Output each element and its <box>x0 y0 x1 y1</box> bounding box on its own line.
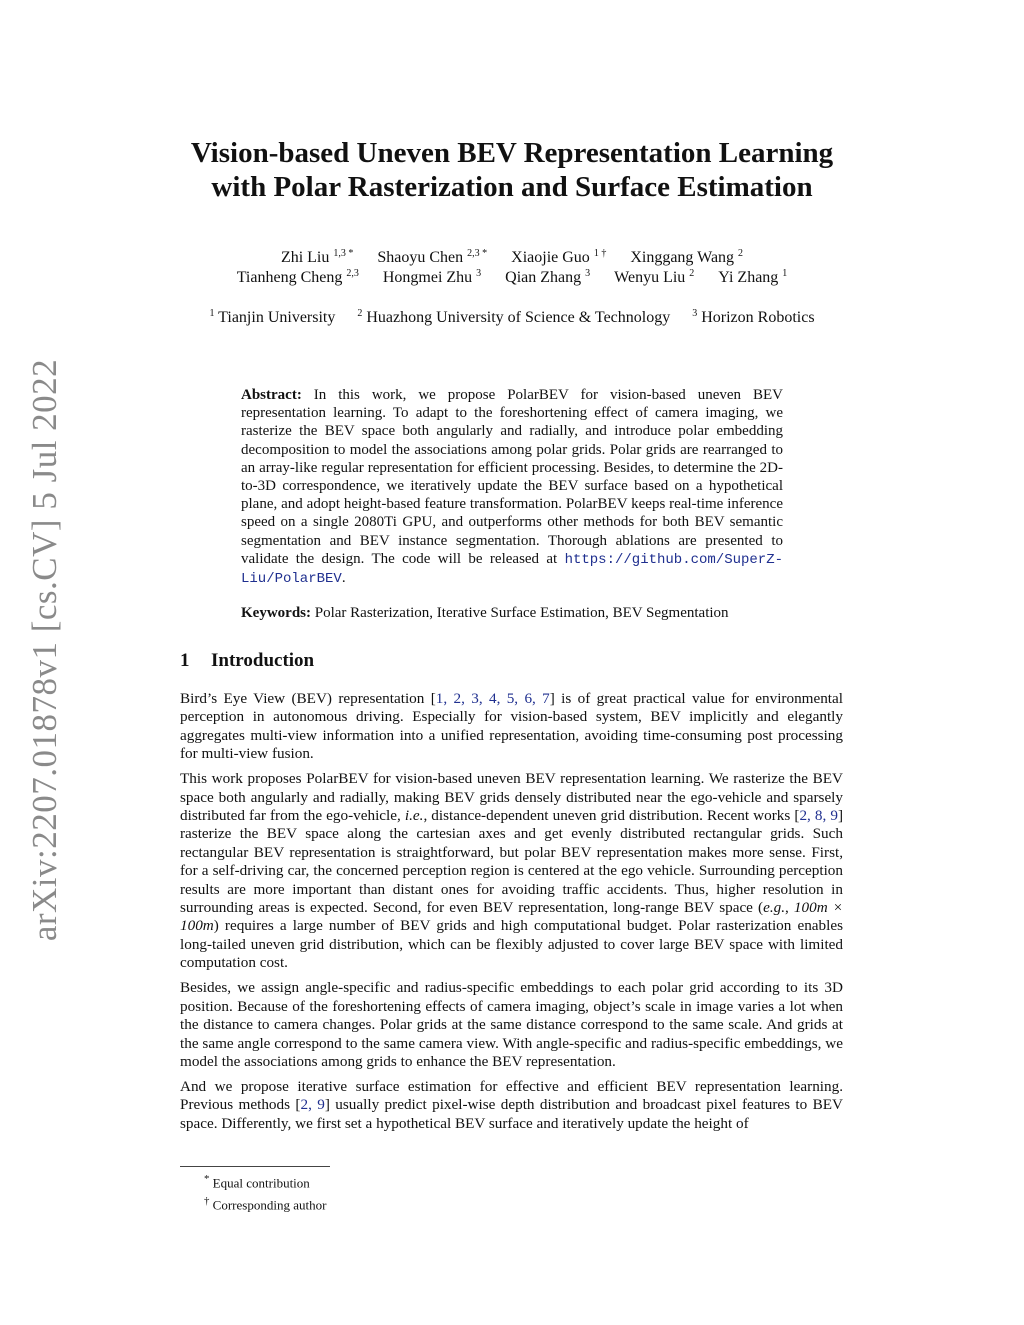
author: Shaoyu Chen $^{2,3 *}$ <box>377 248 488 266</box>
author-list <box>150 248 874 288</box>
author: Yi Zhang $^1$ <box>718 268 788 286</box>
author-line-2 <box>150 268 874 288</box>
section-number: 1 <box>180 650 190 671</box>
paper-title <box>150 136 874 204</box>
footnote-divider <box>180 1166 330 1167</box>
author: Hongmei Zhu $^3$ <box>382 268 482 286</box>
introduction-body <box>180 690 843 1140</box>
author: Zhi Liu $^{1,3 *}$ <box>280 248 354 266</box>
author: Qian Zhang $^3$ <box>505 268 591 286</box>
keywords-text: Polar Rasterization, Iterative Surface Estimation, BEV Segmentation <box>314 605 729 621</box>
footnote: † Corresponding author <box>204 1195 327 1213</box>
section-title: Introduction <box>211 650 315 671</box>
abstract-text: In this work, we propose PolarBEV for vision-based uneven BEV representation learning. To adapt to the foreshortening effect of camera imaging, we rasterize the BEV space both angularly and radially, and introduce polar embedding decomposition to model the associations among polar grids. Polar grids are rearranged to an array-like regular representation for efficient processing. Besides, to determine the 2D-to-3D correspondence, we iteratively update the BEV surface based on a hypothetical plane, and adopt height-based feature transformation. PolarBEV keeps real-time inference speed on a single 2080Ti GPU, and outperforms other methods for both BEV semantic segmentation and BEV instance segmentation. Thorough ablations are presented to validate the design. The code will be released at <box>241 387 784 567</box>
author-line-1 <box>150 248 874 268</box>
code-repository-link[interactable]: https://github.com/SuperZ-Liu/PolarBEV <box>241 551 784 588</box>
affiliation: $^1$ Tianjin University <box>209 308 336 326</box>
author: Tianheng Cheng $^{2,3}$ <box>236 268 359 286</box>
math-expression: 100m × 100m <box>180 899 843 935</box>
abstract: Abstract: In this work, we propose PolarBEV for vision-based uneven BEV representation learning. To adapt to the foreshortening effect of camera imaging, we rasterize the BEV space both angularly and radially, and introduce polar embedding decomposition to model the associations among polar grids. Polar grids are rearranged to an array-like regular representation for efficient processing. Besides, to determine the 2D-to-3D correspondence, we iteratively update the BEV surface based on a hypothetical plane, and adopt height-based feature transformation. PolarBEV keeps real-time inference speed on a single 2080Ti GPU, and outperforms other methods for both BEV semantic segmentation and BEV instance segmentation. Thorough ablations are presented to validate the design. The code will be released at https://github.com/SuperZ-Liu/PolarBEV. <box>241 387 784 588</box>
affiliation-list <box>150 308 874 328</box>
paragraph: This work proposes PolarBEV for vision-based uneven BEV representation learning. We rasterize the BEV space both angularly and radially, making BEV grids densely distributed near the ego-vehicle and sparsely distributed far from the ego-vehicle, i.e., distance-dependent uneven grid distribution. Recent works [2, 8, 9] rasterize the BEV space along the cartesian axes and get evenly distributed rectangular grids. Such rectangular BEV representation is straightforward, but polar BEV representation makes more sense. First, for a self-driving car, the concerned perception region is centered at the ego vehicle. Surrounding perception results are more important than distant ones for avoiding traffic accidents. Thus, higher resolution in surrounding areas is expected. Second, for even BEV representation, long-range BEV space (e.g., 100m × 100m) requires a large number of BEV grids and high computational budget. Polar rasterization enables long-tailed uneven grid distribution, which can be flexibly adjusted to cover large BEV space with limited computation cost. <box>180 770 844 972</box>
section-heading-introduction <box>180 650 314 672</box>
title-line-1: Vision-based Uneven BEV Representation Learning <box>190 137 834 169</box>
paragraph: Besides, we assign angle-specific and radius-specific embeddings to each polar grid according to its 3D position. Because of the foreshortening effects of camera imaging, object’s scale in image varies a lot when the distance to camera changes. Polar grids at the same distance correspond to the same scale. And grids at the same angle correspond to the same camera view. With angle-specific and radius-specific embeddings, we model the associations among grids to enhance the BEV representation. <box>180 979 843 1070</box>
author: Xiaojie Guo $^{1 \dagger}$ <box>511 248 607 266</box>
author: Wenyu Liu $^2$ <box>614 268 695 286</box>
paragraph: Bird’s Eye View (BEV) representation [1, 2, 3, 4, 5, 6, 7] is of great practical value for environmental perception in autonomous driving. Especially for vision-based system, BEV implicitly and elegantly aggregates multi-view information into a unified representation, avoiding time-consuming post processing for multi-view fusion. <box>180 690 843 763</box>
title-line-2: with Polar Rasterization and Surface Estimation <box>211 171 813 203</box>
author: Xinggang Wang $^2$ <box>630 248 744 266</box>
keywords <box>241 604 801 622</box>
affiliation: $^2$ Huazhong University of Science & Technology <box>357 308 671 326</box>
footnotes <box>204 1170 326 1215</box>
affiliation: $^3$ Horizon Robotics <box>692 308 815 326</box>
citation-link[interactable]: 2, 9 <box>300 1096 325 1114</box>
keywords-label: Keywords: <box>241 605 311 621</box>
arxiv-identifier-stamp: arXiv:2207.01878v1 [cs.CV] 5 Jul 2022 <box>25 358 64 942</box>
citation-link[interactable]: 1, 2, 3, 4, 5, 6, 7 <box>435 690 550 707</box>
paragraph: And we propose iterative surface estimation for effective and efficient BEV representation learning. Previous methods [2, 9] usually predict pixel-wise depth distribution and broadcast pixel features to BEV space. Differently, we first set a hypothetical BEV surface and iteratively update the height of <box>180 1077 844 1132</box>
citation-link[interactable]: 2, 8, 9 <box>799 807 838 825</box>
abstract-label: Abstract: <box>241 387 302 403</box>
footnote: * Equal contribution <box>204 1173 310 1191</box>
